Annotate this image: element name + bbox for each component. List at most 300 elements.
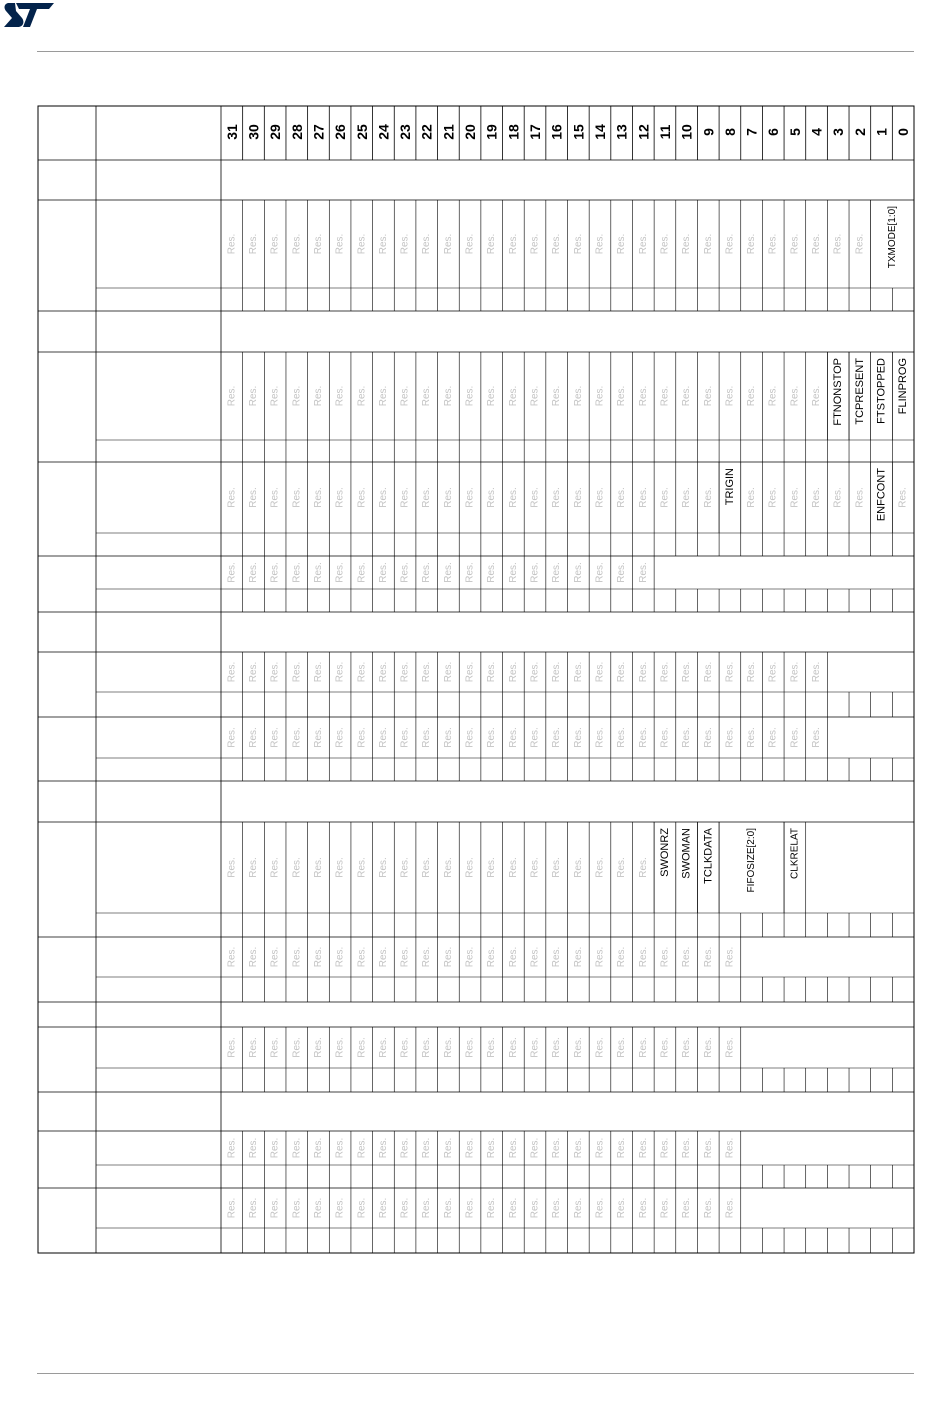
bit-number: 16: [548, 124, 565, 140]
reserved-bit: Res.: [464, 661, 476, 683]
reserved-bit: Res.: [486, 946, 498, 968]
reserved-bit: Res.: [594, 661, 606, 683]
reserved-bit: Res.: [681, 385, 693, 407]
reserved-bit: Res.: [724, 233, 736, 255]
reserved-bit: Res.: [637, 1197, 649, 1219]
reserved-bit: Res.: [702, 946, 714, 968]
reserved-bit: Res.: [399, 1197, 411, 1219]
reserved-bit: Res.: [399, 661, 411, 683]
reserved-bit: Res.: [464, 946, 476, 968]
bit-number: 9: [700, 128, 717, 136]
reserved-bit: Res.: [464, 1197, 476, 1219]
reserved-bit: Res.: [399, 233, 411, 255]
reserved-bit: Res.: [312, 385, 324, 407]
reserved-bit: Res.: [334, 661, 346, 683]
reserved-bit: Res.: [486, 233, 498, 255]
reserved-bit: Res.: [551, 1037, 563, 1058]
reserved-bit: Res.: [442, 1137, 454, 1159]
reserved-bit: Res.: [247, 487, 259, 508]
reserved-bit: Res.: [377, 487, 389, 508]
reserved-bit: Res.: [464, 1037, 476, 1058]
reserved-bit: Res.: [507, 857, 519, 878]
reserved-bit: Res.: [681, 1137, 693, 1159]
reserved-bit: Res.: [572, 1037, 584, 1058]
reserved-bit: Res.: [681, 487, 693, 508]
bit-field-label: FLINPROG: [897, 358, 910, 415]
bit-field-label: FIFOSIZE[2:0]: [746, 828, 758, 893]
reserved-bit: Res.: [681, 727, 693, 748]
reserved-bit: Res.: [681, 1037, 693, 1058]
reserved-bit: Res.: [637, 946, 649, 968]
reserved-bit: Res.: [811, 385, 823, 407]
reserved-bit: Res.: [464, 562, 476, 583]
reserved-bit: Res.: [529, 946, 541, 968]
reserved-bit: Res.: [659, 1197, 671, 1219]
reserved-bit: Res.: [464, 727, 476, 748]
reserved-bit: Res.: [659, 233, 671, 255]
reserved-bit: Res.: [724, 1037, 736, 1058]
reserved-bit: Res.: [637, 727, 649, 748]
reserved-bit: Res.: [247, 1037, 259, 1058]
reserved-bit: Res.: [551, 857, 563, 878]
reserved-bit: Res.: [616, 946, 628, 968]
reserved-bit: Res.: [507, 1037, 519, 1058]
reserved-bit: Res.: [854, 233, 866, 255]
reserved-bit: Res.: [594, 385, 606, 407]
reserved-bit: Res.: [486, 1197, 498, 1219]
reserved-bit: Res.: [334, 1137, 346, 1159]
reserved-bit: Res.: [291, 562, 303, 583]
reserved-bit: Res.: [746, 385, 758, 407]
reserved-bit: Res.: [226, 385, 238, 407]
reserved-bit: Res.: [269, 233, 281, 255]
reserved-bit: Res.: [529, 857, 541, 878]
reserved-bit: Res.: [291, 857, 303, 878]
reserved-bit: Res.: [659, 487, 671, 508]
reserved-bit: Res.: [421, 1197, 433, 1219]
reserved-bit: Res.: [724, 385, 736, 407]
bit-number: 10: [678, 124, 695, 140]
reserved-bit: Res.: [637, 1137, 649, 1159]
bit-number: 22: [418, 124, 435, 140]
reserved-bit: Res.: [226, 857, 238, 878]
bit-field-label: CLKRELAT: [789, 828, 801, 879]
reserved-bit: Res.: [312, 661, 324, 683]
reserved-bit: Res.: [312, 487, 324, 508]
reserved-bit: Res.: [594, 857, 606, 878]
bit-field-label: ENFCONT: [875, 468, 888, 522]
bit-number: 27: [310, 124, 327, 140]
reserved-bit: Res.: [594, 1137, 606, 1159]
reserved-bit: Res.: [312, 1137, 324, 1159]
reserved-bit: Res.: [811, 487, 823, 508]
reserved-bit: Res.: [789, 385, 801, 407]
reserved-bit: Res.: [551, 233, 563, 255]
reserved-bit: Res.: [291, 487, 303, 508]
bit-number: 1: [873, 128, 890, 136]
reserved-bit: Res.: [637, 385, 649, 407]
bit-number: 20: [462, 124, 479, 140]
reserved-bit: Res.: [659, 727, 671, 748]
reserved-bit: Res.: [637, 661, 649, 683]
reserved-bit: Res.: [421, 1037, 433, 1058]
reserved-bit: Res.: [594, 487, 606, 508]
reserved-bit: Res.: [551, 562, 563, 583]
reserved-bit: Res.: [702, 1197, 714, 1219]
reserved-bit: Res.: [334, 857, 346, 878]
reserved-bit: Res.: [594, 946, 606, 968]
reserved-bit: Res.: [399, 562, 411, 583]
reserved-bit: Res.: [746, 487, 758, 508]
bit-number: 25: [353, 124, 370, 140]
reserved-bit: Res.: [464, 385, 476, 407]
reserved-bit: Res.: [572, 1137, 584, 1159]
reserved-bit: Res.: [247, 385, 259, 407]
reserved-bit: Res.: [572, 233, 584, 255]
reserved-bit: Res.: [226, 1197, 238, 1219]
reserved-bit: Res.: [399, 385, 411, 407]
reserved-bit: Res.: [399, 946, 411, 968]
reserved-bit: Res.: [356, 385, 368, 407]
reserved-bit: Res.: [616, 1037, 628, 1058]
reserved-bit: Res.: [724, 1137, 736, 1159]
bit-number: 0: [895, 128, 912, 136]
reserved-bit: Res.: [377, 727, 389, 748]
reserved-bit: Res.: [464, 487, 476, 508]
reserved-bit: Res.: [507, 661, 519, 683]
reserved-bit: Res.: [897, 487, 909, 508]
reserved-bit: Res.: [659, 1037, 671, 1058]
reserved-bit: Res.: [746, 727, 758, 748]
reserved-bit: Res.: [247, 661, 259, 683]
reserved-bit: Res.: [486, 661, 498, 683]
reserved-bit: Res.: [616, 562, 628, 583]
reserved-bit: Res.: [594, 562, 606, 583]
reserved-bit: Res.: [464, 1137, 476, 1159]
reserved-bit: Res.: [291, 1137, 303, 1159]
bit-number: 15: [570, 124, 587, 140]
reserved-bit: Res.: [616, 487, 628, 508]
reserved-bit: Res.: [356, 1037, 368, 1058]
bit-number: 24: [375, 124, 392, 140]
st-logo: [0, 0, 56, 30]
reserved-bit: Res.: [291, 727, 303, 748]
bit-number: 14: [591, 124, 608, 140]
reserved-bit: Res.: [681, 661, 693, 683]
reserved-bit: Res.: [724, 1197, 736, 1219]
reserved-bit: Res.: [247, 562, 259, 583]
bit-field-label: FTNONSTOP: [832, 358, 845, 426]
bit-field-label: FTSTOPPED: [875, 358, 888, 424]
table-border: [38, 106, 914, 1253]
reserved-bit: Res.: [399, 857, 411, 878]
bit-number: 30: [245, 124, 262, 140]
reserved-bit: Res.: [702, 1037, 714, 1058]
reserved-bit: Res.: [746, 661, 758, 683]
reserved-bit: Res.: [572, 661, 584, 683]
reserved-bit: Res.: [681, 946, 693, 968]
reserved-bit: Res.: [572, 1197, 584, 1219]
bit-number: 12: [635, 124, 652, 140]
reserved-bit: Res.: [486, 1037, 498, 1058]
reserved-bit: Res.: [616, 1197, 628, 1219]
reserved-bit: Res.: [312, 1037, 324, 1058]
reserved-bit: Res.: [681, 233, 693, 255]
reserved-bit: Res.: [529, 1037, 541, 1058]
reserved-bit: Res.: [702, 487, 714, 508]
reserved-bit: Res.: [789, 233, 801, 255]
reserved-bit: Res.: [616, 727, 628, 748]
reserved-bit: Res.: [421, 857, 433, 878]
reserved-bit: Res.: [356, 562, 368, 583]
reserved-bit: Res.: [767, 233, 779, 255]
reserved-bit: Res.: [594, 1037, 606, 1058]
reserved-bit: Res.: [356, 487, 368, 508]
reserved-bit: Res.: [702, 1137, 714, 1159]
reserved-bit: Res.: [637, 233, 649, 255]
reserved-bit: Res.: [269, 487, 281, 508]
reserved-bit: Res.: [724, 946, 736, 968]
reserved-bit: Res.: [702, 661, 714, 683]
reserved-bit: Res.: [269, 1137, 281, 1159]
reserved-bit: Res.: [247, 727, 259, 748]
reserved-bit: Res.: [811, 727, 823, 748]
reserved-bit: Res.: [486, 562, 498, 583]
reserved-bit: Res.: [637, 857, 649, 878]
reserved-bit: Res.: [312, 562, 324, 583]
reserved-bit: Res.: [767, 385, 779, 407]
reserved-bit: Res.: [529, 385, 541, 407]
bit-field-label: TCPRESENT: [853, 358, 866, 425]
reserved-bit: Res.: [616, 1137, 628, 1159]
reserved-bit: Res.: [486, 857, 498, 878]
reserved-bit: Res.: [269, 1197, 281, 1219]
reserved-bit: Res.: [572, 385, 584, 407]
reserved-bit: Res.: [356, 1137, 368, 1159]
reserved-bit: Res.: [551, 946, 563, 968]
reserved-bit: Res.: [507, 233, 519, 255]
reserved-bit: Res.: [334, 233, 346, 255]
reserved-bit: Res.: [442, 1037, 454, 1058]
reserved-bit: Res.: [291, 661, 303, 683]
bit-number: 29: [267, 124, 284, 140]
reserved-bit: Res.: [291, 946, 303, 968]
reserved-bit: Res.: [551, 727, 563, 748]
reserved-bit: Res.: [616, 385, 628, 407]
reserved-bit: Res.: [616, 661, 628, 683]
reserved-bit: Res.: [551, 1137, 563, 1159]
reserved-bit: Res.: [334, 562, 346, 583]
reserved-bit: Res.: [377, 857, 389, 878]
reserved-bit: Res.: [551, 385, 563, 407]
reserved-bit: Res.: [226, 661, 238, 683]
reserved-bit: Res.: [226, 946, 238, 968]
reserved-bit: Res.: [507, 562, 519, 583]
reserved-bit: Res.: [789, 661, 801, 683]
bit-field-label: SWONRZ: [658, 828, 671, 877]
bit-number: 5: [786, 128, 803, 136]
reserved-bit: Res.: [442, 661, 454, 683]
reserved-bit: Res.: [637, 1037, 649, 1058]
reserved-bit: Res.: [486, 487, 498, 508]
reserved-bit: Res.: [529, 233, 541, 255]
reserved-bit: Res.: [442, 1197, 454, 1219]
reserved-bit: Res.: [356, 727, 368, 748]
bit-number: 6: [765, 128, 782, 136]
reserved-bit: Res.: [334, 385, 346, 407]
reserved-bit: Res.: [551, 1197, 563, 1219]
bit-number: 8: [721, 128, 738, 136]
reserved-bit: Res.: [572, 487, 584, 508]
register-row: [226, 827, 800, 892]
reserved-bit: Res.: [507, 1137, 519, 1159]
reserved-bit: Res.: [356, 946, 368, 968]
reserved-bit: Res.: [659, 661, 671, 683]
reserved-bit: Res.: [377, 1197, 389, 1219]
reserved-bit: Res.: [377, 661, 389, 683]
reserved-bit: Res.: [789, 487, 801, 508]
bit-number: 31: [223, 124, 240, 140]
reserved-bit: Res.: [724, 727, 736, 748]
reserved-bit: Res.: [226, 562, 238, 583]
reserved-bit: Res.: [247, 233, 259, 255]
reserved-bit: Res.: [572, 857, 584, 878]
reserved-bit: Res.: [226, 487, 238, 508]
reserved-bit: Res.: [854, 487, 866, 508]
bit-number: 19: [483, 124, 500, 140]
reserved-bit: Res.: [594, 233, 606, 255]
reserved-bit: Res.: [334, 946, 346, 968]
reserved-bit: Res.: [767, 487, 779, 508]
register-row: [226, 206, 898, 268]
reserved-bit: Res.: [594, 1197, 606, 1219]
reserved-bit: Res.: [724, 661, 736, 683]
reserved-bit: Res.: [486, 727, 498, 748]
bit-number: 18: [505, 124, 522, 140]
reserved-bit: Res.: [746, 233, 758, 255]
bit-number: 11: [656, 124, 673, 140]
bit-field-label: TXMODE[1:0]: [886, 206, 898, 269]
reserved-bit: Res.: [594, 727, 606, 748]
reserved-bit: Res.: [767, 727, 779, 748]
reserved-bit: Res.: [291, 1197, 303, 1219]
reserved-bit: Res.: [486, 1137, 498, 1159]
reserved-bit: Res.: [247, 946, 259, 968]
reserved-bit: Res.: [529, 727, 541, 748]
bit-field-label: TRIGIN: [723, 468, 736, 506]
bit-number: 3: [830, 128, 847, 136]
reserved-bit: Res.: [702, 385, 714, 407]
reserved-bit: Res.: [789, 727, 801, 748]
reserved-bit: Res.: [356, 857, 368, 878]
reserved-bit: Res.: [529, 1197, 541, 1219]
reserved-bit: Res.: [529, 562, 541, 583]
reserved-bit: Res.: [529, 661, 541, 683]
reserved-bit: Res.: [399, 1137, 411, 1159]
reserved-bit: Res.: [616, 857, 628, 878]
reserved-bit: Res.: [507, 385, 519, 407]
reserved-bit: Res.: [226, 727, 238, 748]
reserved-bit: Res.: [529, 1137, 541, 1159]
reserved-bit: Res.: [551, 487, 563, 508]
reserved-bit: Res.: [421, 661, 433, 683]
reserved-bit: Res.: [421, 233, 433, 255]
reserved-bit: Res.: [377, 946, 389, 968]
reserved-bit: Res.: [377, 1037, 389, 1058]
reserved-bit: Res.: [442, 857, 454, 878]
reserved-bit: Res.: [572, 562, 584, 583]
reserved-bit: Res.: [377, 562, 389, 583]
reserved-bit: Res.: [377, 1137, 389, 1159]
reserved-bit: Res.: [507, 946, 519, 968]
reserved-bit: Res.: [226, 1137, 238, 1159]
reserved-bit: Res.: [507, 1197, 519, 1219]
reserved-bit: Res.: [226, 1037, 238, 1058]
reserved-bit: Res.: [421, 1137, 433, 1159]
reserved-bit: Res.: [529, 487, 541, 508]
reserved-bit: Res.: [464, 233, 476, 255]
reserved-bit: Res.: [247, 857, 259, 878]
reserved-bit: Res.: [421, 385, 433, 407]
reserved-bit: Res.: [356, 661, 368, 683]
bit-number: 4: [808, 128, 825, 136]
reserved-bit: Res.: [269, 562, 281, 583]
reserved-bit: Res.: [507, 487, 519, 508]
reserved-bit: Res.: [377, 233, 389, 255]
bit-number: 23: [397, 124, 414, 140]
reserved-bit: Res.: [421, 727, 433, 748]
reserved-bit: Res.: [312, 727, 324, 748]
reserved-bit: Res.: [356, 1197, 368, 1219]
reserved-bit: Res.: [572, 727, 584, 748]
reserved-bit: Res.: [832, 233, 844, 255]
reserved-bit: Res.: [269, 661, 281, 683]
reserved-bit: Res.: [637, 487, 649, 508]
reserved-bit: Res.: [399, 727, 411, 748]
reserved-bit: Res.: [572, 946, 584, 968]
reserved-bit: Res.: [442, 562, 454, 583]
reserved-bit: Res.: [269, 385, 281, 407]
bit-number: 7: [743, 128, 760, 136]
bit-number: 21: [440, 124, 457, 140]
reserved-bit: Res.: [421, 562, 433, 583]
bit-field-label: TCLKDATA: [702, 828, 715, 884]
reserved-bit: Res.: [269, 857, 281, 878]
reserved-bit: Res.: [334, 727, 346, 748]
bit-number: 2: [851, 128, 868, 136]
reserved-bit: Res.: [312, 857, 324, 878]
reserved-bit: Res.: [702, 233, 714, 255]
reserved-bit: Res.: [312, 233, 324, 255]
reserved-bit: Res.: [291, 385, 303, 407]
reserved-bit: Res.: [334, 1197, 346, 1219]
reserved-bit: Res.: [486, 385, 498, 407]
reserved-bit: Res.: [659, 1137, 671, 1159]
reserved-bit: Res.: [507, 727, 519, 748]
reserved-bit: Res.: [811, 661, 823, 683]
bit-field-label: SWOMAN: [680, 828, 693, 879]
reserved-bit: Res.: [832, 487, 844, 508]
footer-rule: [37, 1373, 914, 1374]
bit-number: 28: [288, 124, 305, 140]
reserved-bit: Res.: [269, 946, 281, 968]
reserved-bit: Res.: [291, 233, 303, 255]
bit-number: 26: [332, 124, 349, 140]
reserved-bit: Res.: [247, 1137, 259, 1159]
reserved-bit: Res.: [291, 1037, 303, 1058]
reserved-bit: Res.: [312, 1197, 324, 1219]
reserved-bit: Res.: [421, 487, 433, 508]
